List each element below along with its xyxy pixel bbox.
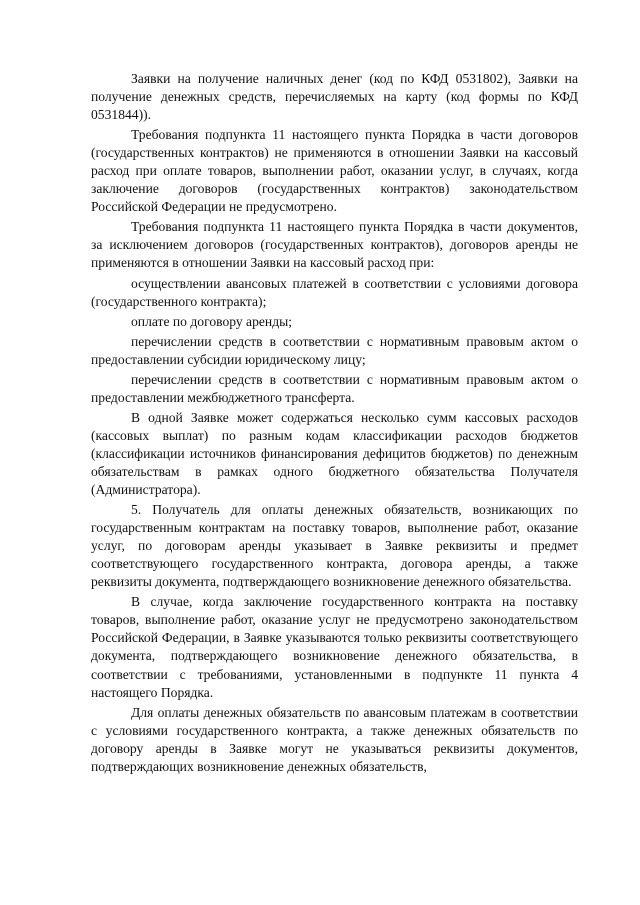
paragraph-6: перечислении средств в соответствии с нормативным правовым актом о предоставлении субсидии юридическому лицу; <box>91 333 578 367</box>
paragraph-11: Для оплаты денежных обязательств по авансовым платежам в соответствии с условиями государственного контракта, а также денежных обязательств по договору аренды в Заявке могут не указываться реквизиты документов, подтверждающих возникновение денежных обязательств, <box>91 704 578 774</box>
paragraph-5: оплате по договору аренды; <box>131 313 293 329</box>
paragraph-2: Требования подпункта 11 настоящего пункта Порядка в части договоров (государственных контрактов) не применяются в отношении Заявки на кассовый расход при оплате товаров, выполнении работ, оказании услуг, в случаях, когда заключение договоров (государственных контрактов) законодательством Российской Федерации не предусмотрено. <box>91 127 578 215</box>
paragraph-4: осуществлении авансовых платежей в соответствии с условиями договора (государственного контракта); <box>91 275 578 309</box>
document-body <box>91 70 578 776</box>
paragraph-3: Требования подпункта 11 настоящего пункта Порядка в части документов, за исключением договоров (государственных контрактов), договоров аренды не применяются в отношении Заявки на кассовый расход при: <box>91 219 578 271</box>
paragraph-1: Заявки на получение наличных денег (код по КФД 0531802), Заявки на получение денежных средств, перечисляемых на карту (код формы по КФД 0531844)). <box>91 71 578 123</box>
paragraph-10: В случае, когда заключение государственного контракта на поставку товаров, выполнение работ, оказание услуг не предусмотрено законодательством Российской Федерации, в Заявке указываются только реквизиты соответствующего документа, подтверждающего возникновение денежного обязательства, в соответствии с требованиями, установленными в подпункте 11 пункта 4 настоящего Порядка. <box>91 594 578 700</box>
paragraph-8: В одной Заявке может содержаться несколько сумм кассовых расходов (кассовых выплат) по разным кодам классификации расходов бюджетов (классификации источников финансирования дефицитов бюджетов) по денежным обязательствам в рамках одного бюджетного обязательства Получателя (Администратора). <box>91 409 578 498</box>
paragraph-9: 5. Получатель для оплаты денежных обязательств, возникающих по государственным контрактам на поставку товаров, выполнение работ, оказание услуг, по договорам аренды указывает в Заявке реквизиты и предмет соответствующего государственного контракта, договора аренды, а также реквизиты документа, подтверждающего возникновение денежного обязательства. <box>91 502 578 590</box>
paragraph-7: перечислении средств в соответствии с нормативным правовым актом о предоставлении межбюджетного трансферта. <box>91 371 578 405</box>
